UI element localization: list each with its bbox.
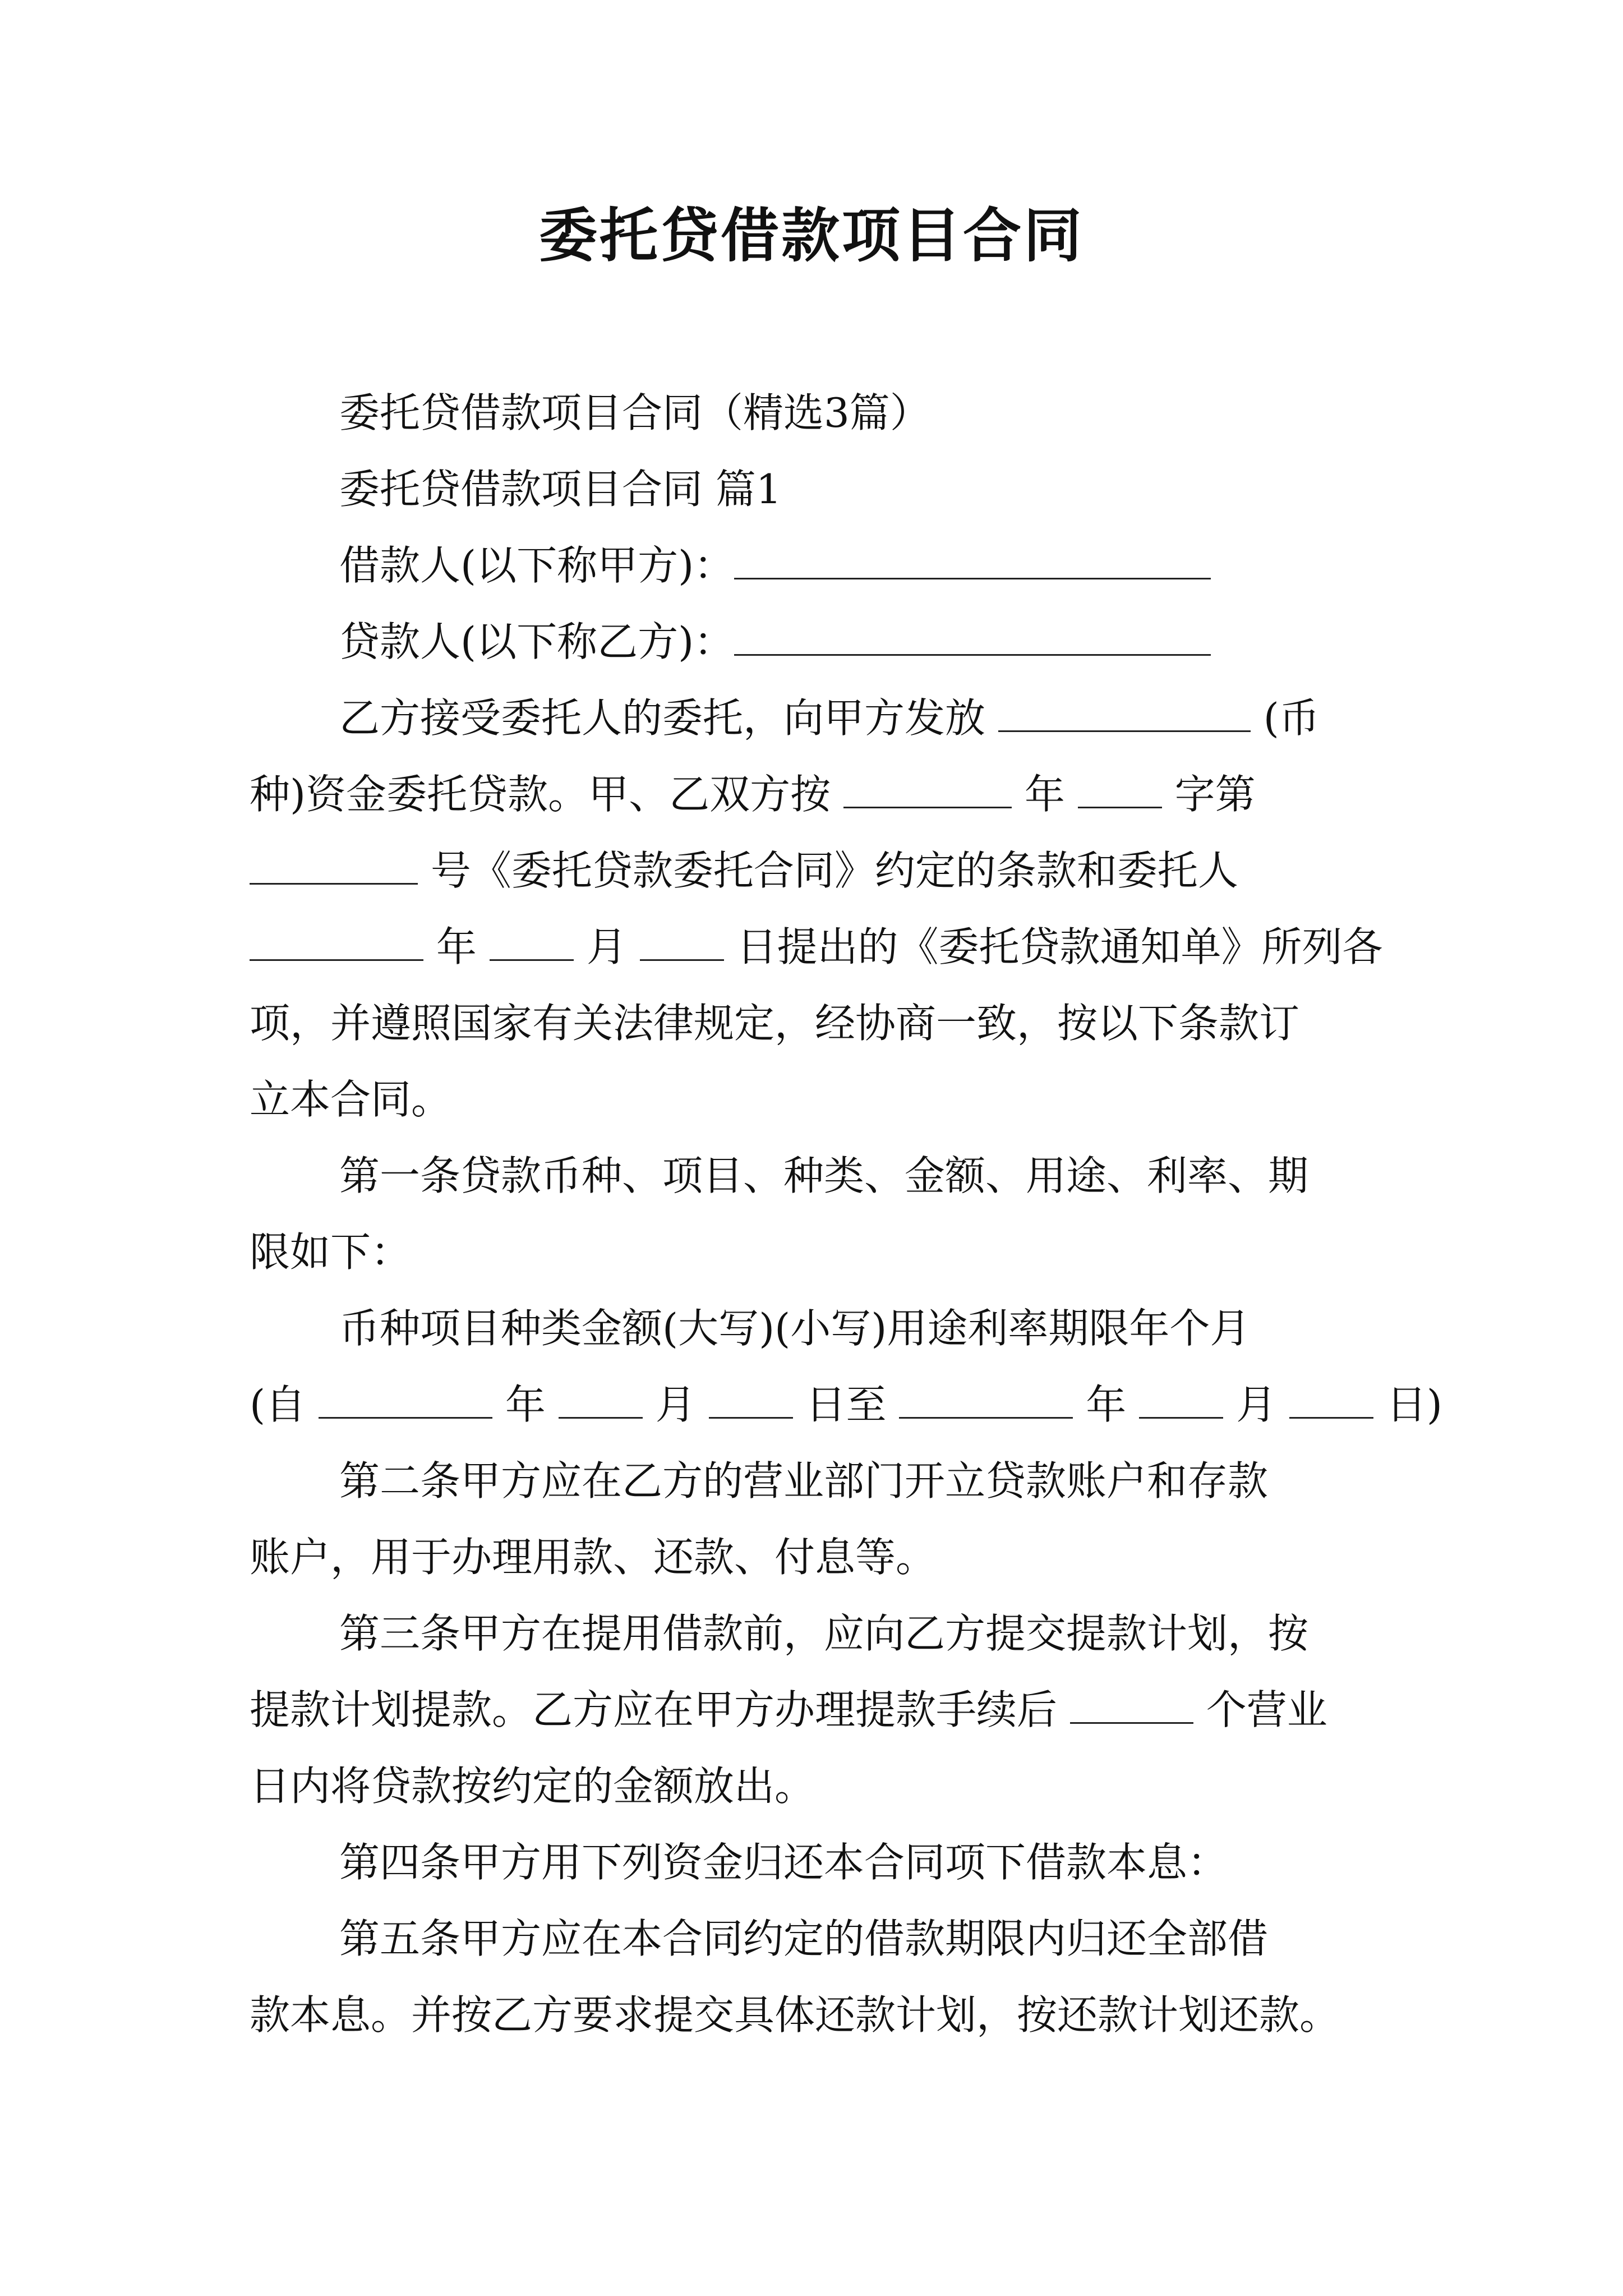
start-month-blank [559, 1382, 643, 1419]
part-heading: 委托贷借款项目合同 篇1 [339, 466, 782, 513]
article-3-line-3: 日内将贷款按约定的金额放出。 [250, 1763, 815, 1810]
intro-paragraph [250, 680, 1388, 1138]
lender-label: 贷款人(以下称乙方)： [339, 618, 735, 665]
contract-char-blank [1078, 772, 1162, 808]
intro-line-4: 年 月 日提出的《委托贷款通知单》所列各 [250, 909, 1388, 985]
loan-terms-line [250, 1290, 1442, 1443]
lender-blank [734, 619, 1211, 656]
article-5 [250, 1901, 1388, 2053]
notice-month-blank [490, 924, 574, 961]
intro-line-1: 乙方接受委托人的委托，向甲方发放 (币 [339, 694, 1320, 742]
article-1-line-1: 第一条贷款币种、项目、种类、金额、用途、利率、期 [339, 1152, 1309, 1199]
article-3-line-1: 第三条甲方在提用借款前，应向乙方提交提款计划，按 [339, 1610, 1309, 1657]
loan-terms-line-1: 币种项目种类金额(大写)(小写)用途利率期限年个月 [339, 1305, 1251, 1352]
article-3-line-2: 提款计划提款。乙方应在甲方办理提款手续后 个营业 [250, 1686, 1327, 1733]
intro-line-6: 立本合同。 [250, 1076, 452, 1123]
loan-terms-line-2: (自 年 月 日至 年 月 日) [250, 1381, 1442, 1428]
intro-line-2: 种)资金委托贷款。甲、乙双方按 年 字第 [250, 771, 1256, 818]
business-days-blank [1070, 1687, 1193, 1724]
article-4-line-1: 第四条甲方用下列资金归还本合同项下借款本息： [339, 1839, 1228, 1886]
intro-line-5: 项，并遵照国家有关法律规定，经协商一致，按以下条款订 [250, 1000, 1300, 1047]
document-title: 委托贷借款项目合同 [538, 201, 1084, 270]
document-subtitle: 委托贷借款项目合同（精选3篇） [339, 389, 930, 436]
contract-number-blank [250, 848, 418, 885]
contract-year-blank [843, 772, 1012, 808]
borrower-line [250, 527, 1388, 604]
intro-line-3: 号《委托贷款委托合同》约定的条款和委托人 [250, 832, 1388, 909]
lender-line [250, 604, 1388, 680]
article-3 [250, 1595, 1388, 1824]
borrower-blank [734, 543, 1211, 579]
end-day-blank [1289, 1382, 1373, 1419]
article-5-line-2: 款本息。并按乙方要求提交具体还款计划，按还款计划还款。 [250, 1991, 1340, 2039]
currency-blank [998, 696, 1251, 732]
start-day-blank [709, 1382, 793, 1419]
end-year-blank [899, 1382, 1073, 1419]
end-month-blank [1139, 1382, 1223, 1419]
notice-day-blank [640, 924, 724, 961]
start-year-blank [319, 1382, 492, 1419]
article-2 [250, 1443, 1388, 1595]
document-body [250, 375, 1442, 2053]
notice-year-blank [250, 924, 423, 961]
article-1-line-2: 限如下： [250, 1228, 412, 1276]
article-2-line-1: 第二条甲方应在乙方的营业部门开立贷款账户和存款 [339, 1457, 1269, 1504]
article-5-line-1: 第五条甲方应在本合同约定的借款期限内归还全部借 [339, 1915, 1269, 1962]
borrower-label: 借款人(以下称甲方)： [339, 542, 735, 589]
article-4 [250, 1824, 1388, 1901]
article-2-line-2: 账户，用于办理用款、还款、付息等。 [250, 1534, 937, 1581]
article-1 [250, 1138, 1388, 1290]
